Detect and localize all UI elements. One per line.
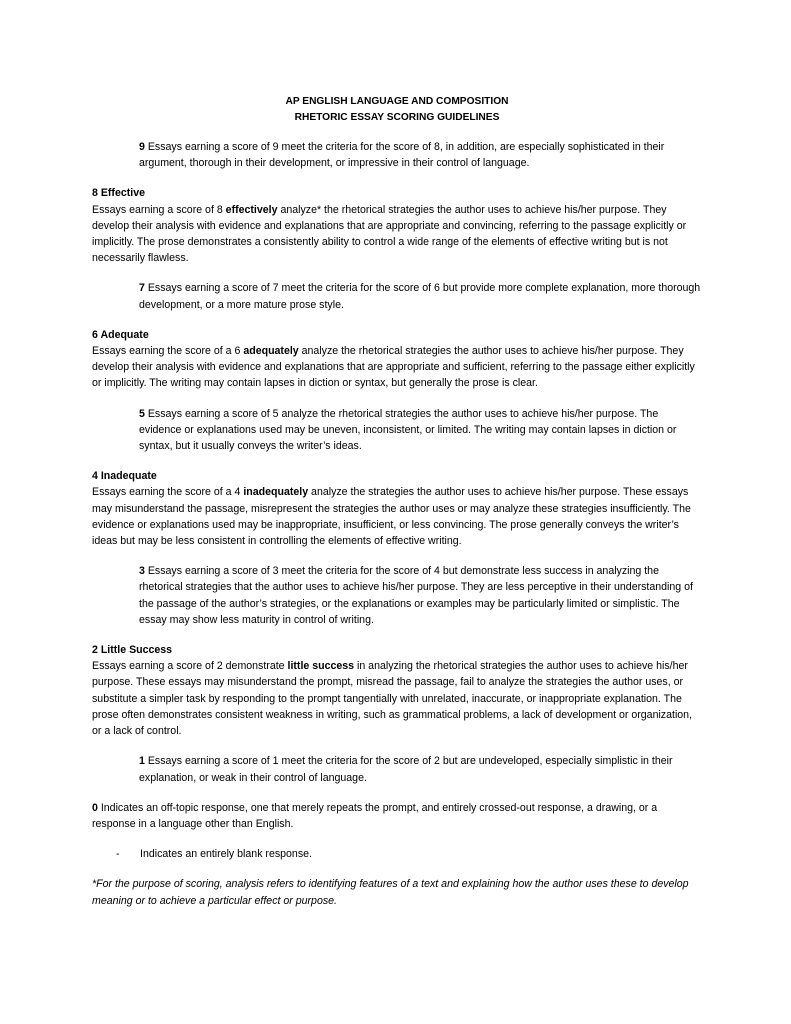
score-8-text-post: analyze* the rhetorical strategies the author uses to achieve his/her purpose. They develop their analysis with evidence and explanations that are appropriate and convincing, referring to the passage explicitly or implicitly. The prose demonstrates a consistently ability to control a wide range of the elements of effective writing but is not necessarily flawless. — [92, 203, 687, 265]
blank-response-item — [116, 846, 702, 862]
score-3-text: Essays earning a score of 3 meet the criteria for the score of 4 but demonstrate less success in analyzing the rhetorical strategies that the author uses to achieve his/her purpose. They are less perceptive in their understanding of the passage of the author’s strategies, or the explanations or examples may be particularly limited or simplistic. The essay may show less maturity in control of writing. — [139, 565, 693, 626]
score-6-text-post: analyze the rhetorical strategies the author uses to achieve his/her purpose. They develop their analysis with evidence and explanations that are appropriate and sufficient, referring to the passage either explicitly or implicitly. The writing may contain lapses in diction or syntax, but generally the prose is clear. — [92, 345, 695, 390]
score-3-description — [139, 563, 702, 628]
title-line-2: RHETORIC ESSAY SCORING GUIDELINES — [294, 112, 500, 123]
score-4-keyword: inadequately — [243, 486, 309, 499]
score-1-description — [139, 753, 702, 785]
score-4-heading: 4 Inadequate — [92, 470, 157, 483]
score-1-text: Essays earning a score of 1 meet the criteria for the score of 2 but are undeveloped, especially simplistic in their explanation, or weak in their control of language. — [139, 755, 673, 784]
score-8-heading: 8 Effective — [92, 187, 145, 200]
score-8-text-pre: Essays earning a score of 8 — [92, 203, 226, 216]
score-3-number: 3 — [139, 565, 145, 578]
score-2-text-pre: Essays earning a score of 2 demonstrate — [92, 660, 288, 673]
title-line-1: AP ENGLISH LANGUAGE AND COMPOSITION — [285, 96, 509, 107]
score-4-text-post: analyze the strategies the author uses to achieve his/her purpose. These essays may misunderstand the passage, misrepresent the strategies the author uses or may analyze these strategies insufficiently. The evidence or explanations used may be inappropriate, insufficient, or less convincing. The prose generally conveys the writer’s ideas but may be less consistent in controlling the elements of effective writing. — [92, 486, 691, 548]
score-0-number: 0 — [92, 801, 98, 814]
score-6-heading: 6 Adequate — [92, 328, 149, 341]
score-2-heading: 2 Little Success — [92, 644, 173, 657]
score-2-description — [92, 658, 702, 739]
score-5-number: 5 — [139, 407, 145, 420]
score-7-number: 7 — [139, 282, 145, 295]
score-2-text-post: in analyzing the rhetorical strategies the author uses to achieve his/her purpose. These essays may misunderstand the prompt, misread the passage, fail to analyze the strategies the author uses, or substitute a simpler task by responding to the prompt tangentially with unrelated, inaccurate, or inappropriate explanation. The prose often demonstrates consistent weakness in writing, such as grammatical problems, a lack of development or organization, or a lack of control. — [92, 660, 693, 738]
score-8-description — [92, 202, 702, 267]
score-0-text: Indicates an off-topic response, one that merely repeats the prompt, and entirely crossed-out response, a drawing, or a response in a language other than English. — [92, 801, 658, 830]
scoring-guidelines-page — [92, 94, 702, 909]
score-9-number: 9 — [139, 141, 145, 153]
document-title — [92, 94, 702, 126]
score-1-number: 1 — [139, 755, 145, 768]
analysis-footnote: *For the purpose of scoring, analysis refers to identifying features of a text and explaining how the author uses these to develop meaning or to achieve a particular effect or purpose. — [92, 878, 689, 907]
score-4-description — [92, 484, 702, 549]
score-7-text: Essays earning a score of 7 meet the criteria for the score of 6 but provide more complete explanation, more thorough development, or a more mature prose style. — [139, 282, 701, 311]
score-0-description — [92, 800, 702, 832]
score-6-keyword: adequately — [243, 345, 299, 358]
score-6-text-pre: Essays earning the score of a 6 — [92, 345, 244, 358]
score-9-text: Essays earning a score of 9 meet the criteria for the score of 8, in addition, are especially sophisticated in their argument, thorough in their development, or impressive in their control of language. — [139, 141, 665, 170]
score-7-description — [139, 280, 702, 312]
score-5-text: Essays earning a score of 5 analyze the rhetorical strategies the author uses to achieve his/her purpose. The evidence or explanations used may be uneven, inconsistent, or limited. The writing may contain lapses in diction or syntax, but it usually conveys the writer’s ideas. — [139, 407, 677, 453]
list-dash: - — [116, 848, 120, 861]
score-9-description — [139, 139, 702, 171]
score-4-text-pre: Essays earning the score of a 4 — [92, 486, 244, 499]
score-5-description — [139, 406, 702, 455]
score-2-keyword: little success — [287, 660, 355, 673]
score-6-description — [92, 343, 702, 392]
score-8-keyword: effectively — [225, 203, 278, 216]
blank-response-text: Indicates an entirely blank response. — [140, 848, 312, 861]
